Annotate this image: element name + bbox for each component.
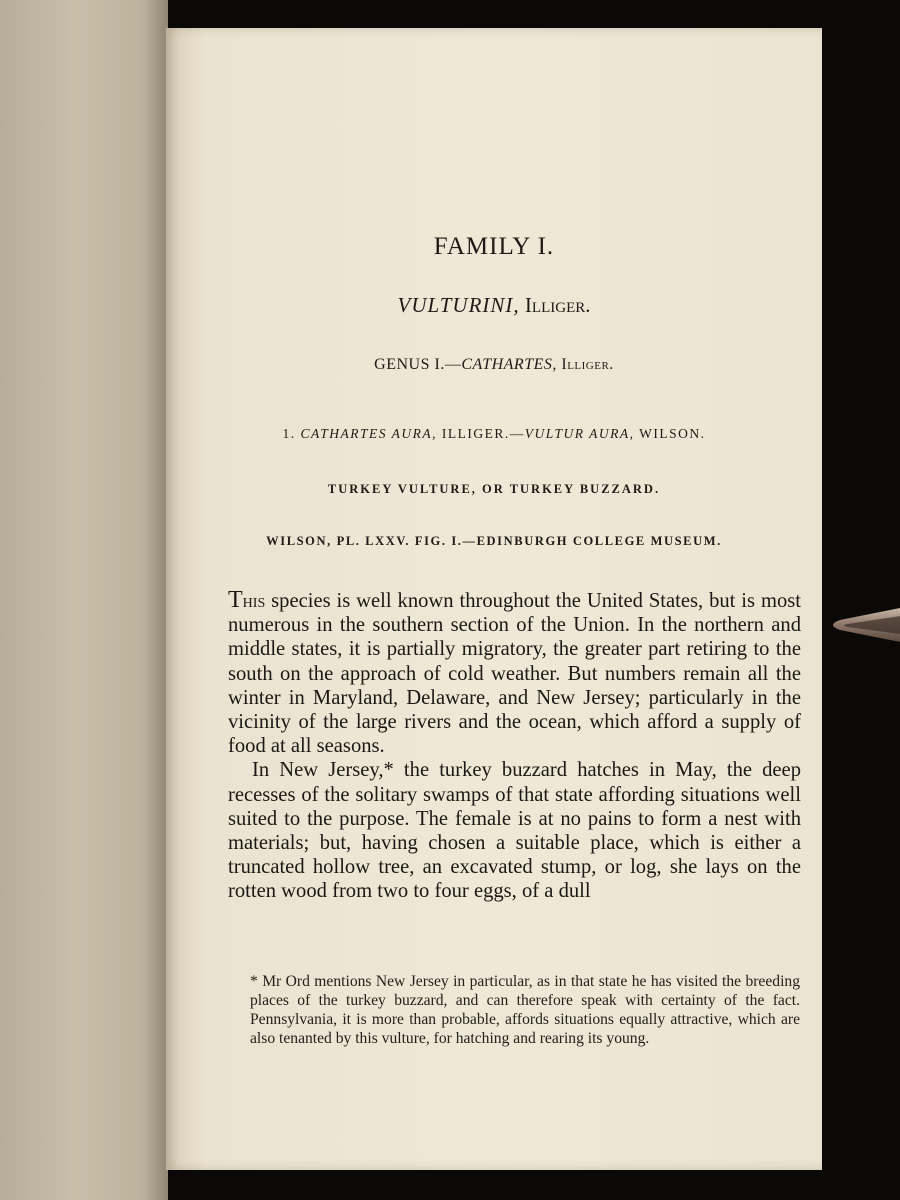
genus-name: CATHARTES, (461, 356, 557, 373)
paragraph-2: In New Jersey,* the turkey buzzard hatches in May, the deep recesses of the solitary swamps of that state affording situations well suited to the purpose. The female is at no pains to form a nest with materials; but, having chosen a suitable place, which is either a truncated hollow tree, an excavated stump, or log, she lays on the rotten wood from two to four eggs, of a dull (228, 759, 801, 903)
species-name-2: VULTUR AURA, (524, 426, 635, 441)
facing-page (0, 0, 168, 1200)
subfamily-heading (166, 293, 822, 318)
paragraph-1-text: species is well known throughout the United States, but is most numerous in the southern section of the Union. In the northern and middle states, it is partially migratory, the greater part retiring to the south on the approach of cold weather. But numbers remain all the winter in Maryland, Delaware, and New Jersey; particularly in the vicinity of the large rivers and the ocean, which afford a supply of food at all seasons. (228, 590, 801, 758)
paragraph-1 (228, 588, 801, 758)
bookmark-pointer-icon (822, 606, 900, 644)
subfamily-name: VULTURINI, (397, 293, 520, 317)
species-heading (166, 426, 822, 442)
drop-cap: T (228, 587, 243, 613)
footnote (228, 972, 800, 1048)
genus-author: Illiger. (561, 356, 614, 373)
species-author-1: ILLIGER.— (441, 426, 525, 441)
opening-word-rest: his (242, 590, 266, 612)
genus-prefix: GENUS I.— (374, 356, 462, 373)
reference-line: WILSON, PL. LXXV. FIG. I.—EDINBURGH COLLEGE MUSEUM. (266, 534, 722, 548)
species-number: 1. (282, 426, 296, 441)
footnote-text: * Mr Ord mentions New Jersey in particular, as in that state he has visited the breeding places of the turkey buzzard, and can therefore speak with certainty of the fact. Pennsylvania, it is more than probable, affords situations equally attractive, which are also tenanted by this vulture, for hatching and rearing its young. (250, 973, 800, 1047)
species-author-2: WILSON. (639, 426, 706, 441)
body-text (228, 588, 801, 904)
book-page (166, 28, 822, 1170)
genus-heading (166, 356, 822, 374)
family-heading: FAMILY I. (433, 233, 555, 260)
subfamily-author: Illiger. (524, 293, 591, 317)
common-name: TURKEY VULTURE, OR TURKEY BUZZARD. (327, 482, 661, 496)
species-name-1: CATHARTES AURA, (300, 426, 437, 441)
